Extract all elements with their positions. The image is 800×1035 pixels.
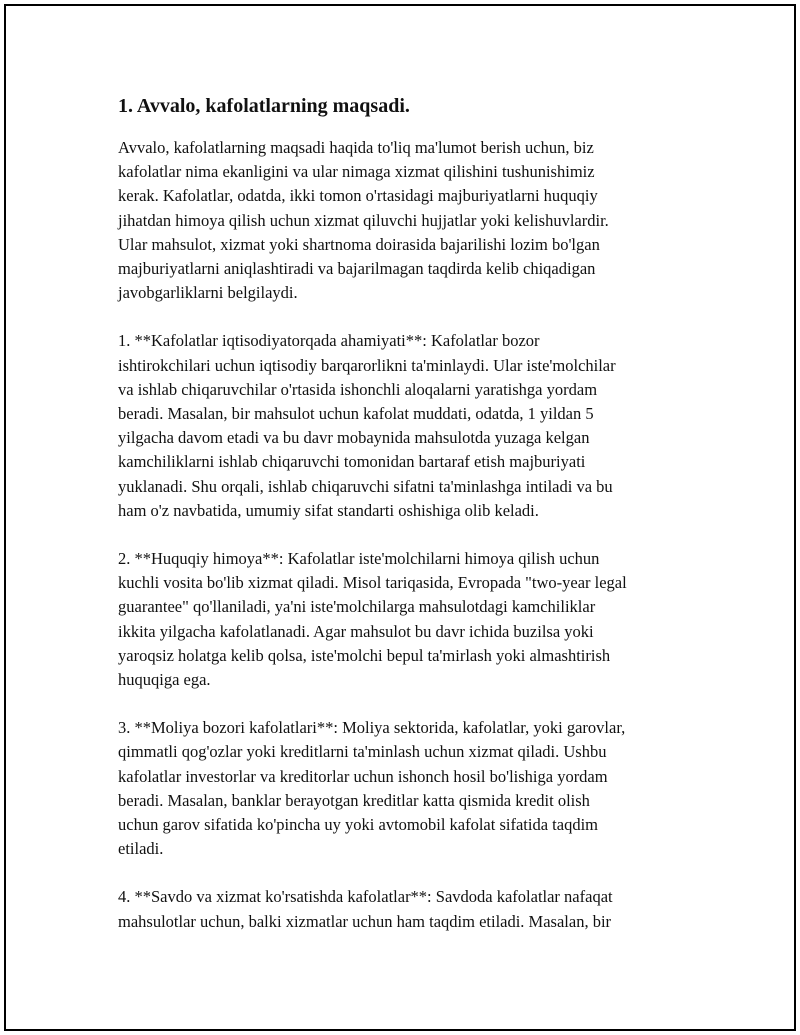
- text-line: javobgarliklarni belgilaydi.: [118, 283, 298, 303]
- text-line: yuklanadi. Shu orqali, ishlab chiqaruvchi sifatni ta'minlashga intiladi va bu: [118, 476, 613, 496]
- text-line: 2. **Huquqiy himoya**: Kafolatlar iste'molchilarni himoya qilish uchun: [118, 549, 600, 569]
- text-line: mahsulotlar uchun, balki xizmatlar uchun ham taqdim etiladi. Masalan, bir: [118, 911, 612, 931]
- text-line: beradi. Masalan, bir mahsulot uchun kafolat muddati, odatda, 1 yildan 5: [118, 404, 594, 424]
- text-line: kafolatlar nima ekanligini va ular nimaga xizmat qilishini tushunishimiz: [118, 162, 595, 182]
- text-line: 3. **Moliya bozori kafolatlari**: Moliya sektorida, kafolatlar, yoki garovlar,: [118, 718, 626, 738]
- text-line: 1. **Kafolatlar iqtisodiyatorqada ahamiyati**: Kafolatlar bozor: [118, 331, 540, 351]
- paragraph-legal-protection: [118, 547, 688, 692]
- section-heading: 1. Avvalo, kafolatlarning maqsadi.: [118, 95, 410, 117]
- text-line: 4. **Savdo va xizmat ko'rsatishda kafolatlar**: Savdoda kafolatlar nafaqat: [118, 887, 613, 907]
- paragraph-financial-market: [118, 716, 688, 861]
- text-line: kuchli vosita bo'lib xizmat qiladi. Misol tariqasida, Evropada "two-year legal: [118, 573, 627, 593]
- document-body: [118, 92, 688, 958]
- text-line: yaroqsiz holatga kelib qolsa, iste'molchi bepul ta'mirlash yoki almashtirish: [118, 645, 611, 665]
- text-line: Ular mahsulot, xizmat yoki shartnoma doirasida bajarilishi lozim bo'lgan: [118, 234, 600, 254]
- text-line: yilgacha davom etadi va bu davr mobaynida mahsulotda yuzaga kelgan: [118, 428, 590, 448]
- paragraph-trade-services: [118, 885, 688, 933]
- text-line: ikkita yilgacha kafolatlanadi. Agar mahsulot bu davr ichida buzilsa yoki: [118, 621, 594, 641]
- text-line: etiladi.: [118, 839, 164, 859]
- text-line: ham o'z navbatida, umumiy sifat standarti oshishiga olib keladi.: [118, 500, 539, 520]
- text-line: va ishlab chiqaruvchilar o'rtasida ishonchli aloqalarni yaratishga yordam: [118, 379, 598, 399]
- text-line: qimmatli qog'ozlar yoki kreditlarni ta'minlash uchun xizmat qiladi. Ushbu: [118, 742, 607, 762]
- text-line: kerak. Kafolatlar, odatda, ikki tomon o'rtasidagi majburiyatlarni huquqiy: [118, 186, 598, 206]
- text-line: Avvalo, kafolatlarning maqsadi haqida to'liq ma'lumot berish uchun, biz: [118, 138, 594, 157]
- text-line: ishtirokchilari uchun iqtisodiy barqarorlikni ta'minlaydi. Ular iste'molchilar: [118, 355, 616, 375]
- text-line: jihatdan himoya qilish uchun xizmat qiluvchi hujjatlar yoki kelishuvlardir.: [118, 210, 609, 230]
- text-line: guarantee" qo'llaniladi, ya'ni iste'molchilarga mahsulotdagi kamchiliklar: [118, 597, 596, 617]
- text-line: huquqiga ega.: [118, 670, 211, 690]
- text-line: majburiyatlarni aniqlashtiradi va bajarilmagan taqdirda kelib chiqadigan: [118, 259, 596, 279]
- paragraph-intro: [118, 136, 688, 305]
- text-line: uchun garov sifatida ko'pincha uy yoki avtomobil kafolat sifatida taqdim: [118, 815, 598, 835]
- text-line: kamchiliklarni ishlab chiqaruvchi tomonidan bartaraf etish majburiyati: [118, 452, 586, 472]
- paragraph-economy: [118, 329, 688, 523]
- text-line: kafolatlar investorlar va kreditorlar uchun ishonch hosil bo'lishiga yordam: [118, 766, 608, 786]
- text-line: beradi. Masalan, banklar berayotgan kreditlar katta qismida kredit olish: [118, 790, 590, 810]
